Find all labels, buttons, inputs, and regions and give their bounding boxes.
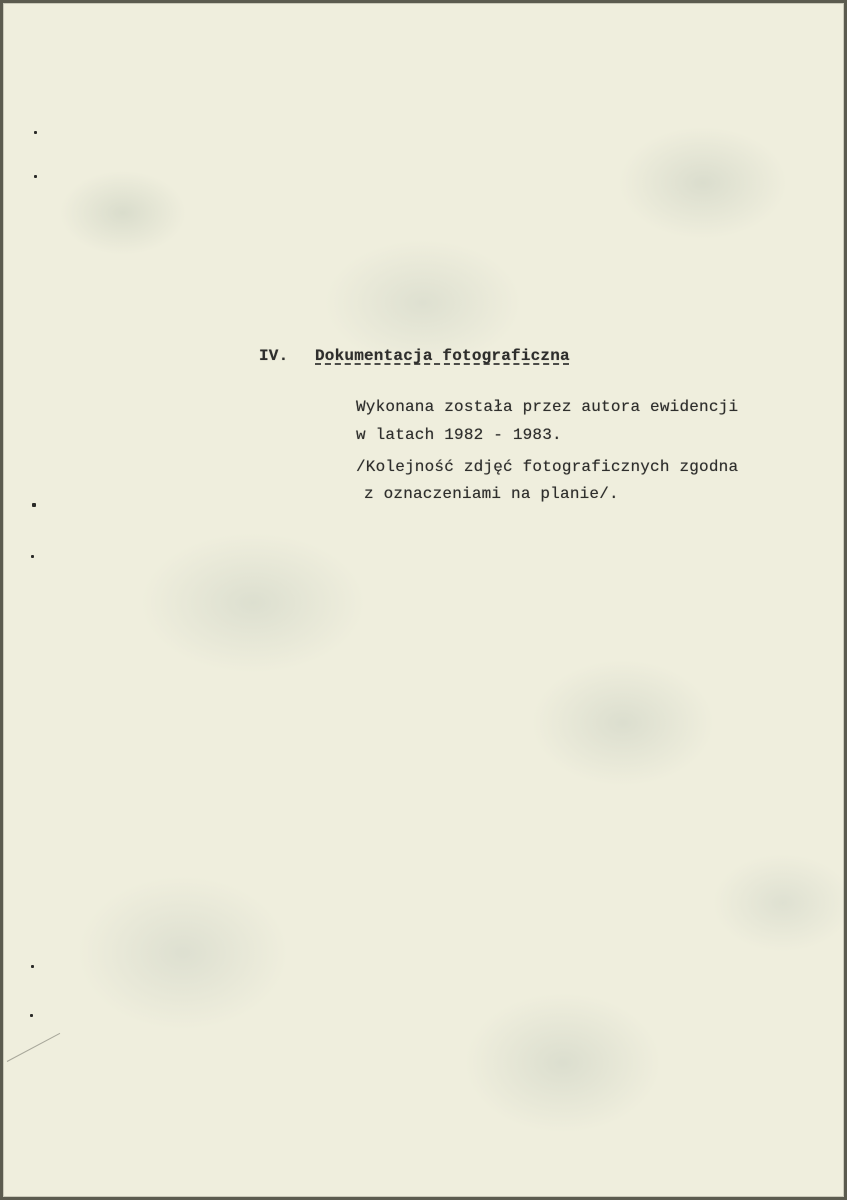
body-line-3: /Kolejność zdjęć fotograficznych zgodna (356, 458, 739, 476)
section-title: Dokumentacja fotograficzna (315, 347, 570, 365)
binding-hole-mark (34, 131, 37, 134)
binding-hole-mark (30, 1014, 33, 1017)
binding-hole-mark (31, 555, 34, 558)
paper-crease (7, 1033, 60, 1062)
binding-hole-mark (34, 175, 37, 178)
body-line-1: Wykonana została przez autora ewidencji (356, 398, 739, 416)
section-number: IV. (259, 347, 289, 365)
body-line-4: z oznaczeniami na planie/. (364, 485, 619, 503)
binding-hole-mark (31, 965, 34, 968)
body-line-2: w latach 1982 - 1983. (356, 426, 562, 444)
binding-hole-mark (32, 503, 36, 507)
document-page (3, 3, 844, 1197)
